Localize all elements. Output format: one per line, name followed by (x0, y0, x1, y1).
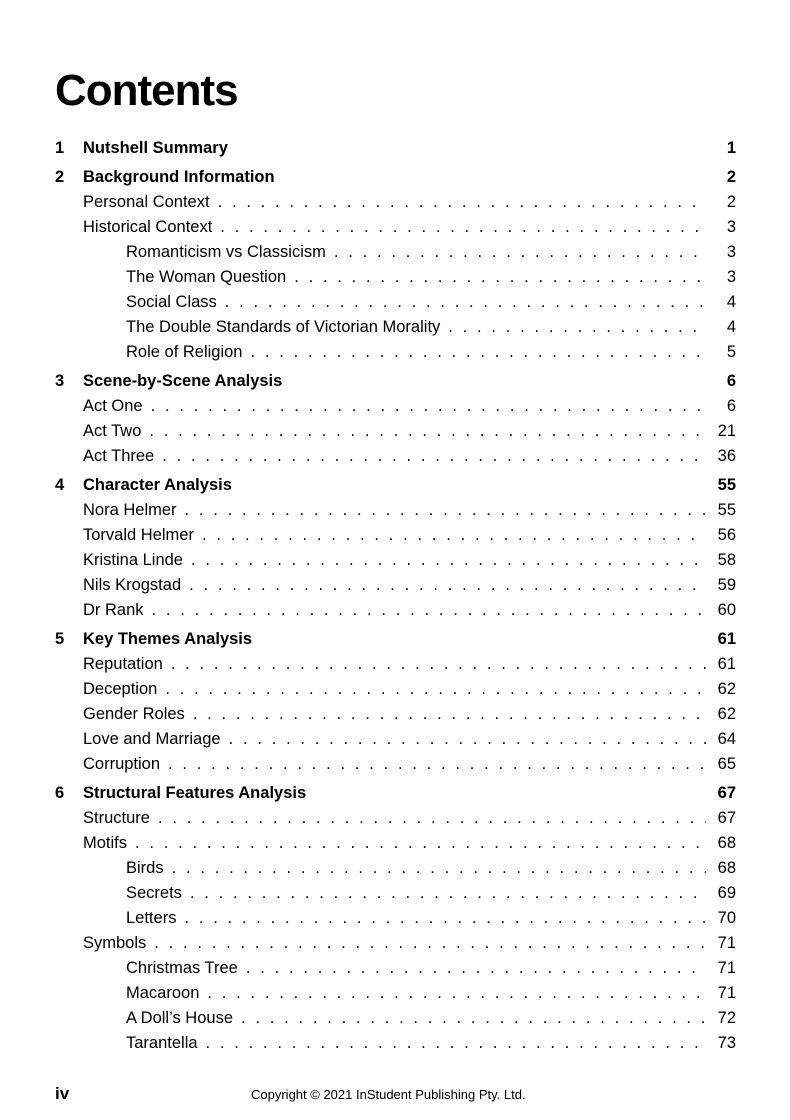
entry-page-number: 71 (717, 984, 736, 1002)
entry-page-number: 4 (726, 293, 736, 311)
toc-entry[interactable] (55, 340, 736, 365)
dot-leader (250, 340, 706, 365)
entry-page-number: 5 (726, 343, 736, 361)
dot-leader (202, 523, 706, 548)
dot-leader (294, 265, 706, 290)
toc-entry[interactable] (55, 856, 736, 881)
toc-entry[interactable] (55, 1031, 736, 1056)
dot-leader (165, 677, 706, 702)
toc-entry[interactable] (55, 523, 736, 548)
entry-title: Letters (126, 909, 177, 927)
toc-section (55, 473, 736, 623)
dot-leader (448, 315, 706, 340)
toc-entry[interactable] (55, 652, 736, 677)
entry-page-number: 21 (717, 422, 736, 440)
dot-leader (206, 1031, 706, 1056)
entry-title: A Doll’s House (126, 1009, 234, 1027)
toc-section-heading[interactable] (55, 781, 736, 806)
dot-leader (190, 881, 706, 906)
toc-entry[interactable] (55, 881, 736, 906)
entry-title: Nils Krogstad (83, 576, 182, 594)
toc-entry[interactable] (55, 498, 736, 523)
page-title: Contents (55, 66, 238, 115)
toc-entry[interactable] (55, 419, 736, 444)
section-number: 3 (55, 372, 65, 390)
dot-leader (193, 702, 706, 727)
dot-leader (191, 548, 706, 573)
section-title: Key Themes Analysis (83, 630, 253, 648)
dot-leader (207, 981, 706, 1006)
entry-page-number: 60 (717, 601, 736, 619)
toc-entry[interactable] (55, 831, 736, 856)
entry-page-number: 71 (717, 959, 736, 977)
entry-title: Personal Context (83, 193, 210, 211)
entry-title: Gender Roles (83, 705, 185, 723)
entry-page-number: 70 (717, 909, 736, 927)
dot-leader (135, 831, 706, 856)
toc-entry[interactable] (55, 444, 736, 469)
section-page-number: 1 (726, 139, 736, 157)
table-of-contents (55, 136, 736, 1056)
entry-page-number: 3 (726, 268, 736, 286)
dot-leader (241, 1006, 706, 1031)
dot-leader (229, 727, 706, 752)
entry-title: Tarantella (126, 1034, 198, 1052)
entry-title: Torvald Helmer (83, 526, 194, 544)
entry-title: Corruption (83, 755, 161, 773)
dot-leader (152, 598, 706, 623)
entry-page-number: 62 (717, 705, 736, 723)
toc-section (55, 369, 736, 469)
entry-title: Macaroon (126, 984, 200, 1002)
footer-page-number: iv (55, 1084, 70, 1103)
dot-leader (220, 215, 706, 240)
entry-page-number: 61 (717, 655, 736, 673)
toc-entry[interactable] (55, 906, 736, 931)
dot-leader (154, 931, 706, 956)
entry-title: Christmas Tree (126, 959, 238, 977)
section-page-number: 55 (717, 476, 736, 494)
toc-entry[interactable] (55, 240, 736, 265)
entry-title: Dr Rank (83, 601, 144, 619)
toc-entry[interactable] (55, 573, 736, 598)
entry-title: Historical Context (83, 218, 213, 236)
section-page-number: 67 (717, 784, 736, 802)
entry-page-number: 3 (726, 243, 736, 261)
dot-leader (246, 956, 706, 981)
toc-section (55, 136, 736, 161)
toc-section-heading[interactable] (55, 136, 736, 161)
entry-title: Reputation (83, 655, 163, 673)
entry-title: Nora Helmer (83, 501, 177, 519)
section-number: 5 (55, 630, 65, 648)
toc-entry[interactable] (55, 290, 736, 315)
footer-copyright: Copyright © 2021 InStudent Publishing Pty. Ltd. (251, 1087, 526, 1102)
dot-leader (168, 752, 706, 777)
toc-entry[interactable] (55, 677, 736, 702)
toc-section-heading[interactable] (55, 165, 736, 190)
dot-leader (162, 444, 706, 469)
entry-title: Deception (83, 680, 158, 698)
dot-leader (149, 419, 706, 444)
toc-entry[interactable] (55, 1006, 736, 1031)
toc-entry[interactable] (55, 931, 736, 956)
entry-page-number: 68 (717, 859, 736, 877)
dot-leader (151, 394, 706, 419)
entry-title: Act Three (83, 447, 155, 465)
entry-page-number: 73 (717, 1034, 736, 1052)
entry-title: Motifs (83, 834, 128, 852)
entry-page-number: 56 (717, 526, 736, 544)
entry-page-number: 6 (726, 397, 736, 415)
section-title: Structural Features Analysis (83, 784, 307, 802)
entry-title: Love and Marriage (83, 730, 221, 748)
entry-title: Birds (126, 859, 164, 877)
toc-entry[interactable] (55, 394, 736, 419)
toc-entry[interactable] (55, 806, 736, 831)
toc-section (55, 627, 736, 777)
entry-title: Kristina Linde (83, 551, 183, 569)
entry-page-number: 3 (726, 218, 736, 236)
entry-title: Symbols (83, 934, 147, 952)
section-title: Nutshell Summary (83, 139, 228, 157)
dot-leader (158, 806, 706, 831)
toc-entry[interactable] (55, 315, 736, 340)
entry-title: Structure (83, 809, 150, 827)
toc-section (55, 165, 736, 365)
toc-entry[interactable] (55, 727, 736, 752)
toc-section (55, 781, 736, 1056)
entry-title: Role of Religion (126, 343, 243, 361)
entry-page-number: 68 (717, 834, 736, 852)
entry-page-number: 65 (717, 755, 736, 773)
entry-title: Act One (83, 397, 143, 415)
entry-page-number: 64 (717, 730, 736, 748)
toc-section-heading[interactable] (55, 473, 736, 498)
dot-leader (171, 652, 706, 677)
section-number: 1 (55, 139, 65, 157)
entry-page-number: 72 (717, 1009, 736, 1027)
entry-title: Secrets (126, 884, 182, 902)
entry-title: Social Class (126, 293, 217, 311)
toc-entry[interactable] (55, 702, 736, 727)
toc-entry[interactable] (55, 190, 736, 215)
entry-page-number: 71 (717, 934, 736, 952)
toc-section-heading[interactable] (55, 369, 736, 394)
page-footer (55, 1084, 736, 1108)
section-page-number: 61 (717, 630, 736, 648)
entry-title: The Woman Question (126, 268, 287, 286)
toc-entry[interactable] (55, 956, 736, 981)
entry-title: The Double Standards of Victorian Morality (126, 318, 441, 336)
entry-page-number: 36 (717, 447, 736, 465)
dot-leader (184, 906, 706, 931)
section-title: Scene-by-Scene Analysis (83, 372, 283, 390)
dot-leader (334, 240, 706, 265)
entry-page-number: 59 (717, 576, 736, 594)
entry-page-number: 55 (717, 501, 736, 519)
dot-leader (172, 856, 706, 881)
section-title: Character Analysis (83, 476, 232, 494)
section-number: 4 (55, 476, 65, 494)
entry-page-number: 4 (726, 318, 736, 336)
toc-entry[interactable] (55, 215, 736, 240)
section-number: 2 (55, 168, 65, 186)
entry-title: Act Two (83, 422, 142, 440)
entry-page-number: 62 (717, 680, 736, 698)
entry-page-number: 58 (717, 551, 736, 569)
entry-page-number: 2 (726, 193, 736, 211)
section-page-number: 2 (726, 168, 736, 186)
section-title: Background Information (83, 168, 275, 186)
section-page-number: 6 (726, 372, 736, 390)
toc-entry[interactable] (55, 598, 736, 623)
entry-page-number: 67 (717, 809, 736, 827)
toc-entry[interactable] (55, 981, 736, 1006)
toc-entry[interactable] (55, 265, 736, 290)
entry-page-number: 69 (717, 884, 736, 902)
dot-leader (218, 190, 706, 215)
dot-leader (185, 498, 706, 523)
dot-leader (189, 573, 706, 598)
entry-title: Romanticism vs Classicism (126, 243, 326, 261)
toc-entry[interactable] (55, 548, 736, 573)
toc-entry[interactable] (55, 752, 736, 777)
dot-leader (225, 290, 706, 315)
section-number: 6 (55, 784, 65, 802)
toc-section-heading[interactable] (55, 627, 736, 652)
